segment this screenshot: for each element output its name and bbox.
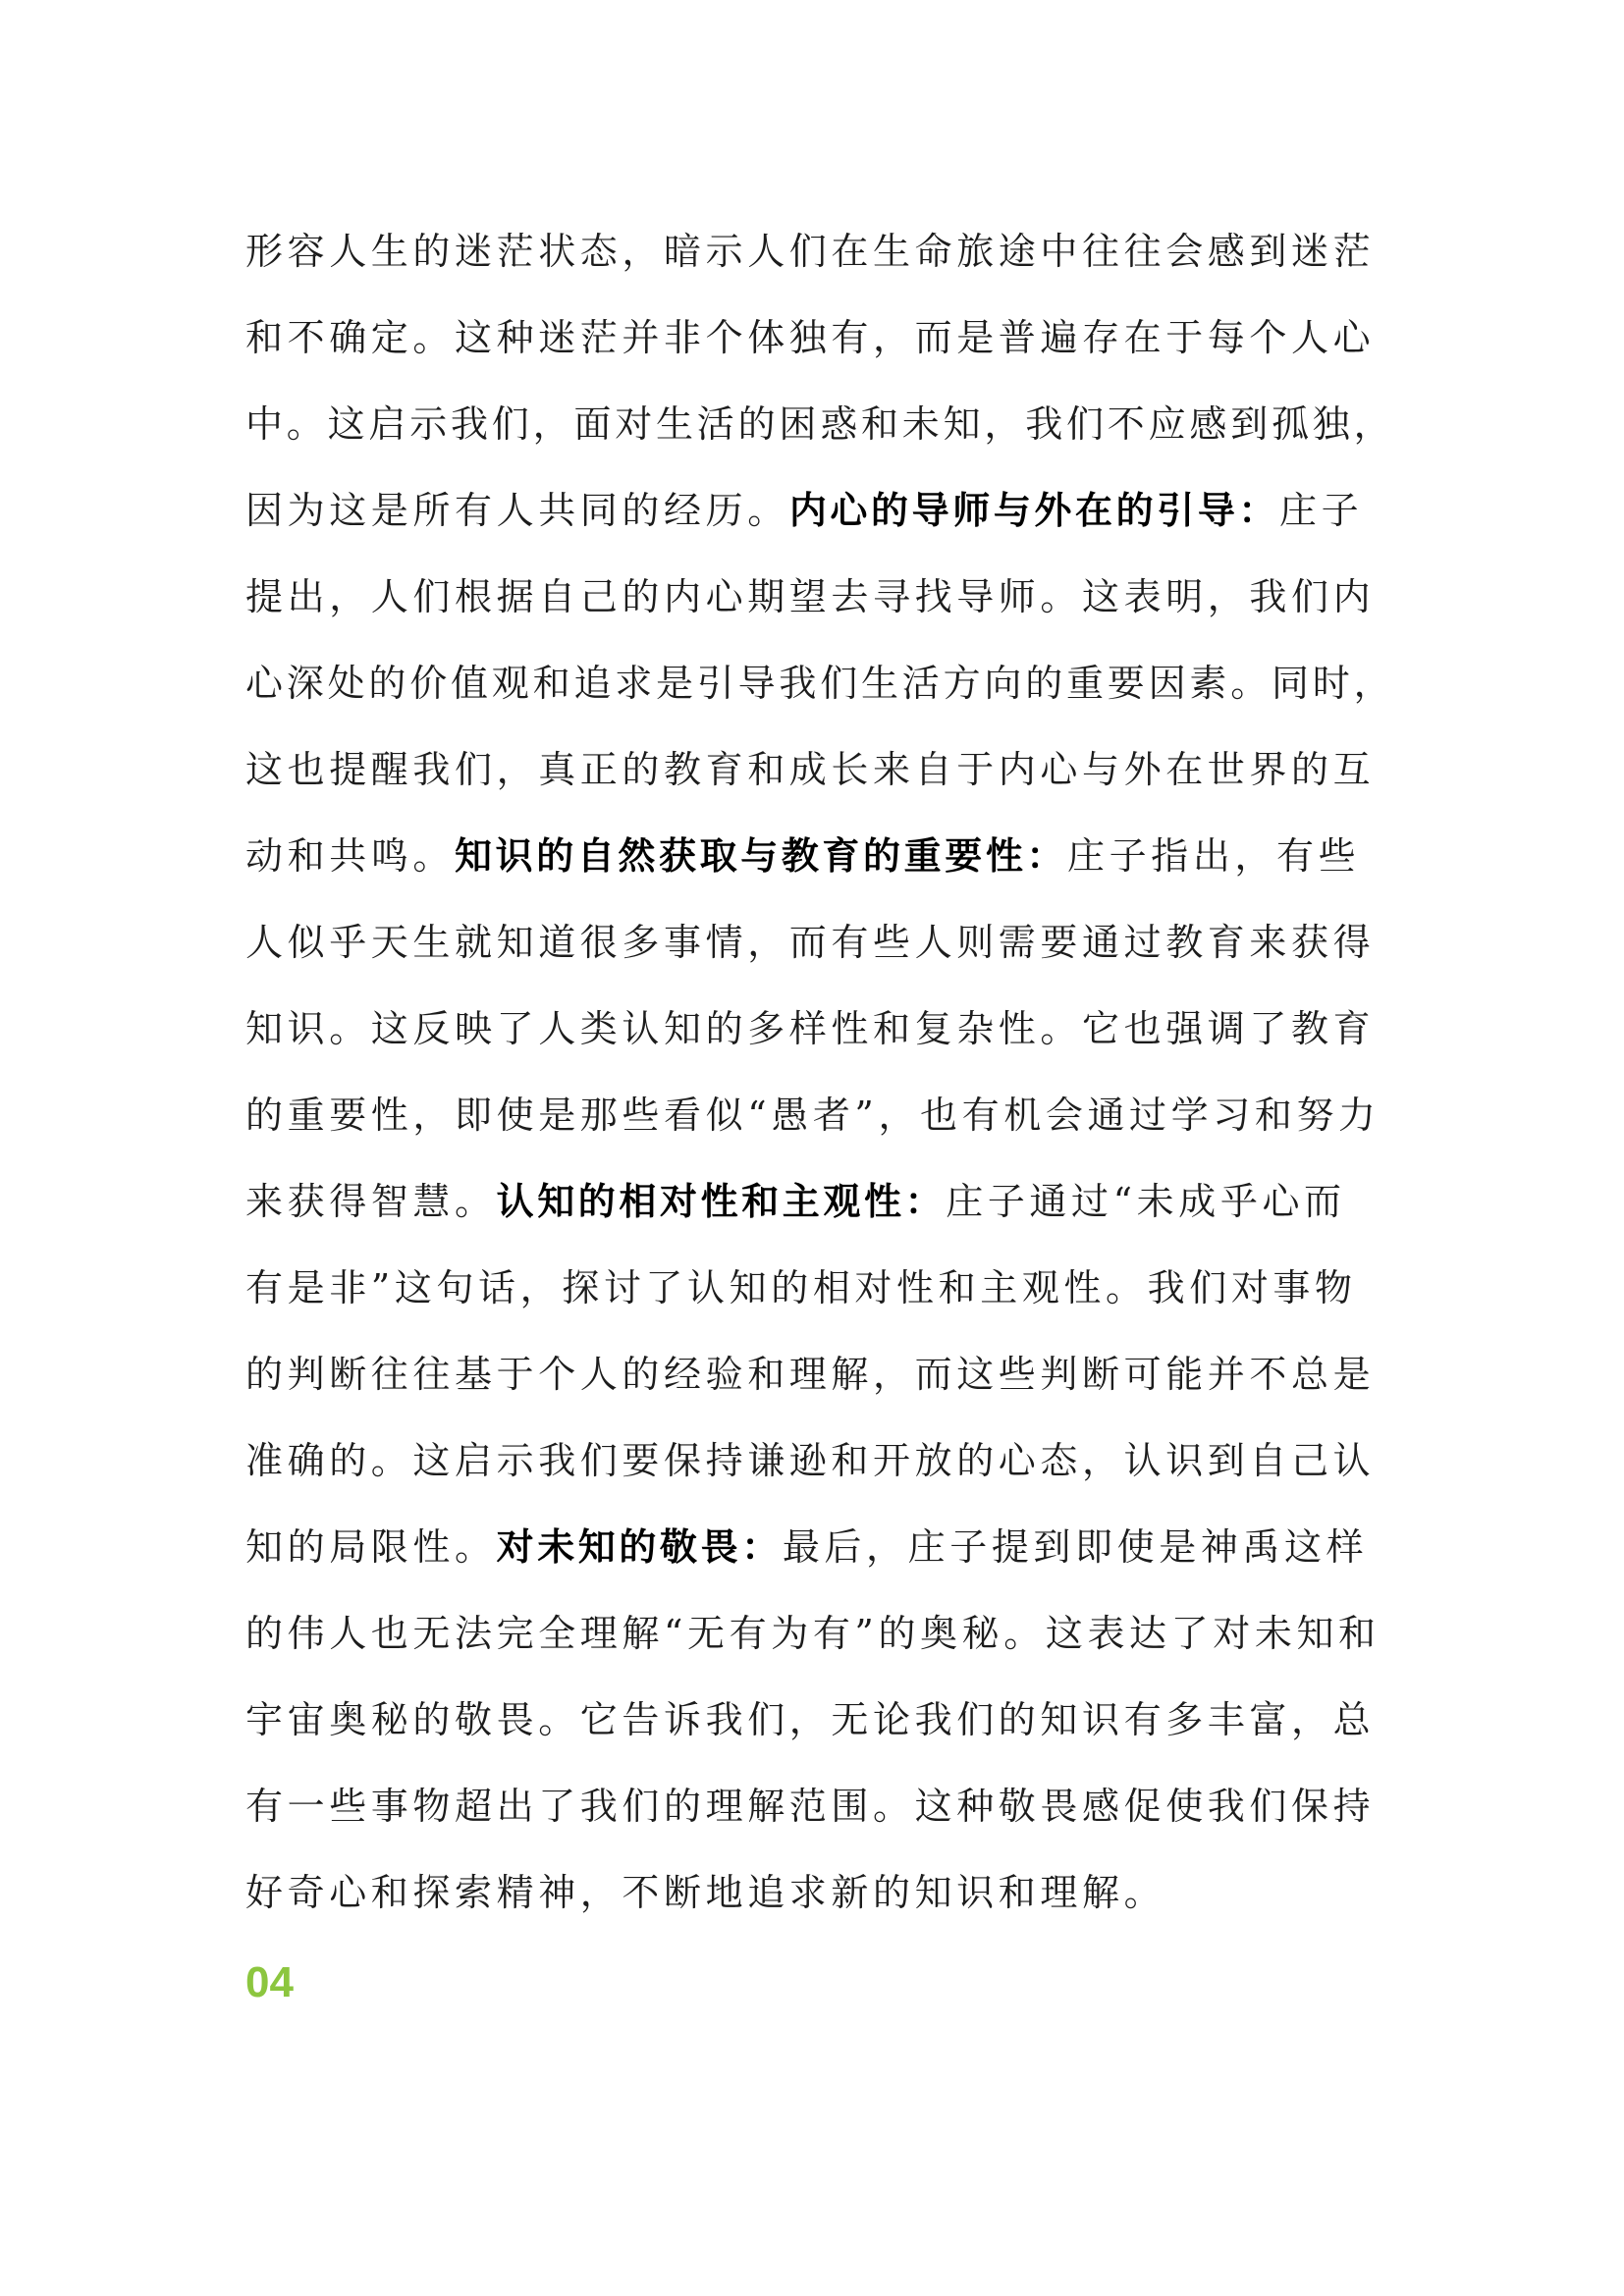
body-text-segment: 宇宙奥秘的敬畏。它告诉我们，无论我们的知识有多丰富，总 — [245, 1698, 1376, 1741]
body-text-segment: 的重要性，即使是那些看似“愚者”，也有机会通过学习和努力 — [245, 1094, 1380, 1137]
body-text-segment: 形容人生的迷茫状态，暗示人们在生命旅途中往往会感到迷茫 — [245, 230, 1376, 273]
body-text-segment: 中。这启示我们，面对生活的困惑和未知，我们不应感到孤独， — [245, 402, 1395, 446]
text-line — [245, 1158, 1394, 1245]
text-line — [245, 899, 1394, 986]
body-text-segment: 有一些事物超出了我们的理解范围。这种敬畏感促使我们保持 — [245, 1785, 1376, 1828]
page-number: 04 — [245, 1958, 294, 2006]
body-text-segment: 庄子 — [1279, 489, 1364, 532]
body-text-segment: 动和共鸣。 — [245, 834, 456, 878]
text-line — [245, 294, 1394, 381]
body-text-segment: 的伟人也无法完全理解“无有为有”的奥秘。这表达了对未知和 — [245, 1612, 1380, 1655]
text-line — [245, 554, 1394, 640]
body-text-segment: 心深处的价值观和追求是引导我们生活方向的重要因素。同时， — [245, 662, 1395, 705]
body-text-segment: 好奇心和探索精神，不断地追求新的知识和理解。 — [245, 1871, 1166, 1914]
body-text-segment: 庄子通过“未成乎心而 — [946, 1180, 1346, 1223]
text-line — [245, 813, 1394, 899]
text-line — [245, 1072, 1394, 1158]
text-line — [245, 640, 1394, 726]
body-text-segment: 有是非”这句话，探讨了认知的相对性和主观性。我们对事物 — [245, 1266, 1357, 1309]
body-text-segment: 来获得智慧。 — [245, 1180, 497, 1223]
bold-heading-text: 认知的相对性和主观性： — [496, 1180, 947, 1223]
body-text — [245, 208, 1394, 1936]
text-line — [245, 1590, 1394, 1677]
body-text-segment: 提出，人们根据自己的内心期望去寻找导师。这表明，我们内 — [245, 575, 1376, 618]
body-text-segment: 知识。这反映了人类认知的多样性和复杂性。它也强调了教育 — [245, 1007, 1376, 1050]
body-text-segment: 的判断往往基于个人的经验和理解，而这些判断可能并不总是 — [245, 1353, 1376, 1396]
text-line — [245, 1763, 1394, 1849]
text-line — [245, 1331, 1394, 1417]
text-line — [245, 1677, 1394, 1763]
text-line — [245, 986, 1394, 1072]
text-line — [245, 1849, 1394, 1936]
bold-heading-text: 知识的自然获取与教育的重要性： — [455, 834, 1068, 878]
bold-heading-text: 内心的导师与外在的引导： — [788, 489, 1280, 532]
body-text-segment: 庄子指出，有些 — [1067, 834, 1361, 878]
text-line — [245, 208, 1394, 294]
text-line — [245, 1245, 1394, 1331]
body-text-segment: 最后，庄子提到即使是神禹这样 — [782, 1525, 1369, 1569]
text-line — [245, 1504, 1394, 1590]
body-text-segment: 知的局限性。 — [245, 1525, 497, 1569]
text-line — [245, 381, 1394, 467]
body-text-segment: 因为这是所有人共同的经历。 — [245, 489, 789, 532]
body-text-segment: 准确的。这启示我们要保持谦逊和开放的心态，认识到自己认 — [245, 1439, 1376, 1482]
text-line — [245, 467, 1394, 554]
body-text-segment: 这也提醒我们，真正的教育和成长来自于内心与外在世界的互 — [245, 748, 1376, 791]
bold-heading-text: 对未知的敬畏： — [496, 1525, 783, 1569]
text-line — [245, 726, 1394, 813]
body-text-segment: 人似乎天生就知道很多事情，而有些人则需要通过教育来获得 — [245, 921, 1376, 964]
text-line — [245, 1417, 1394, 1504]
body-text-segment: 和不确定。这种迷茫并非个体独有，而是普遍存在于每个人心 — [245, 316, 1376, 359]
